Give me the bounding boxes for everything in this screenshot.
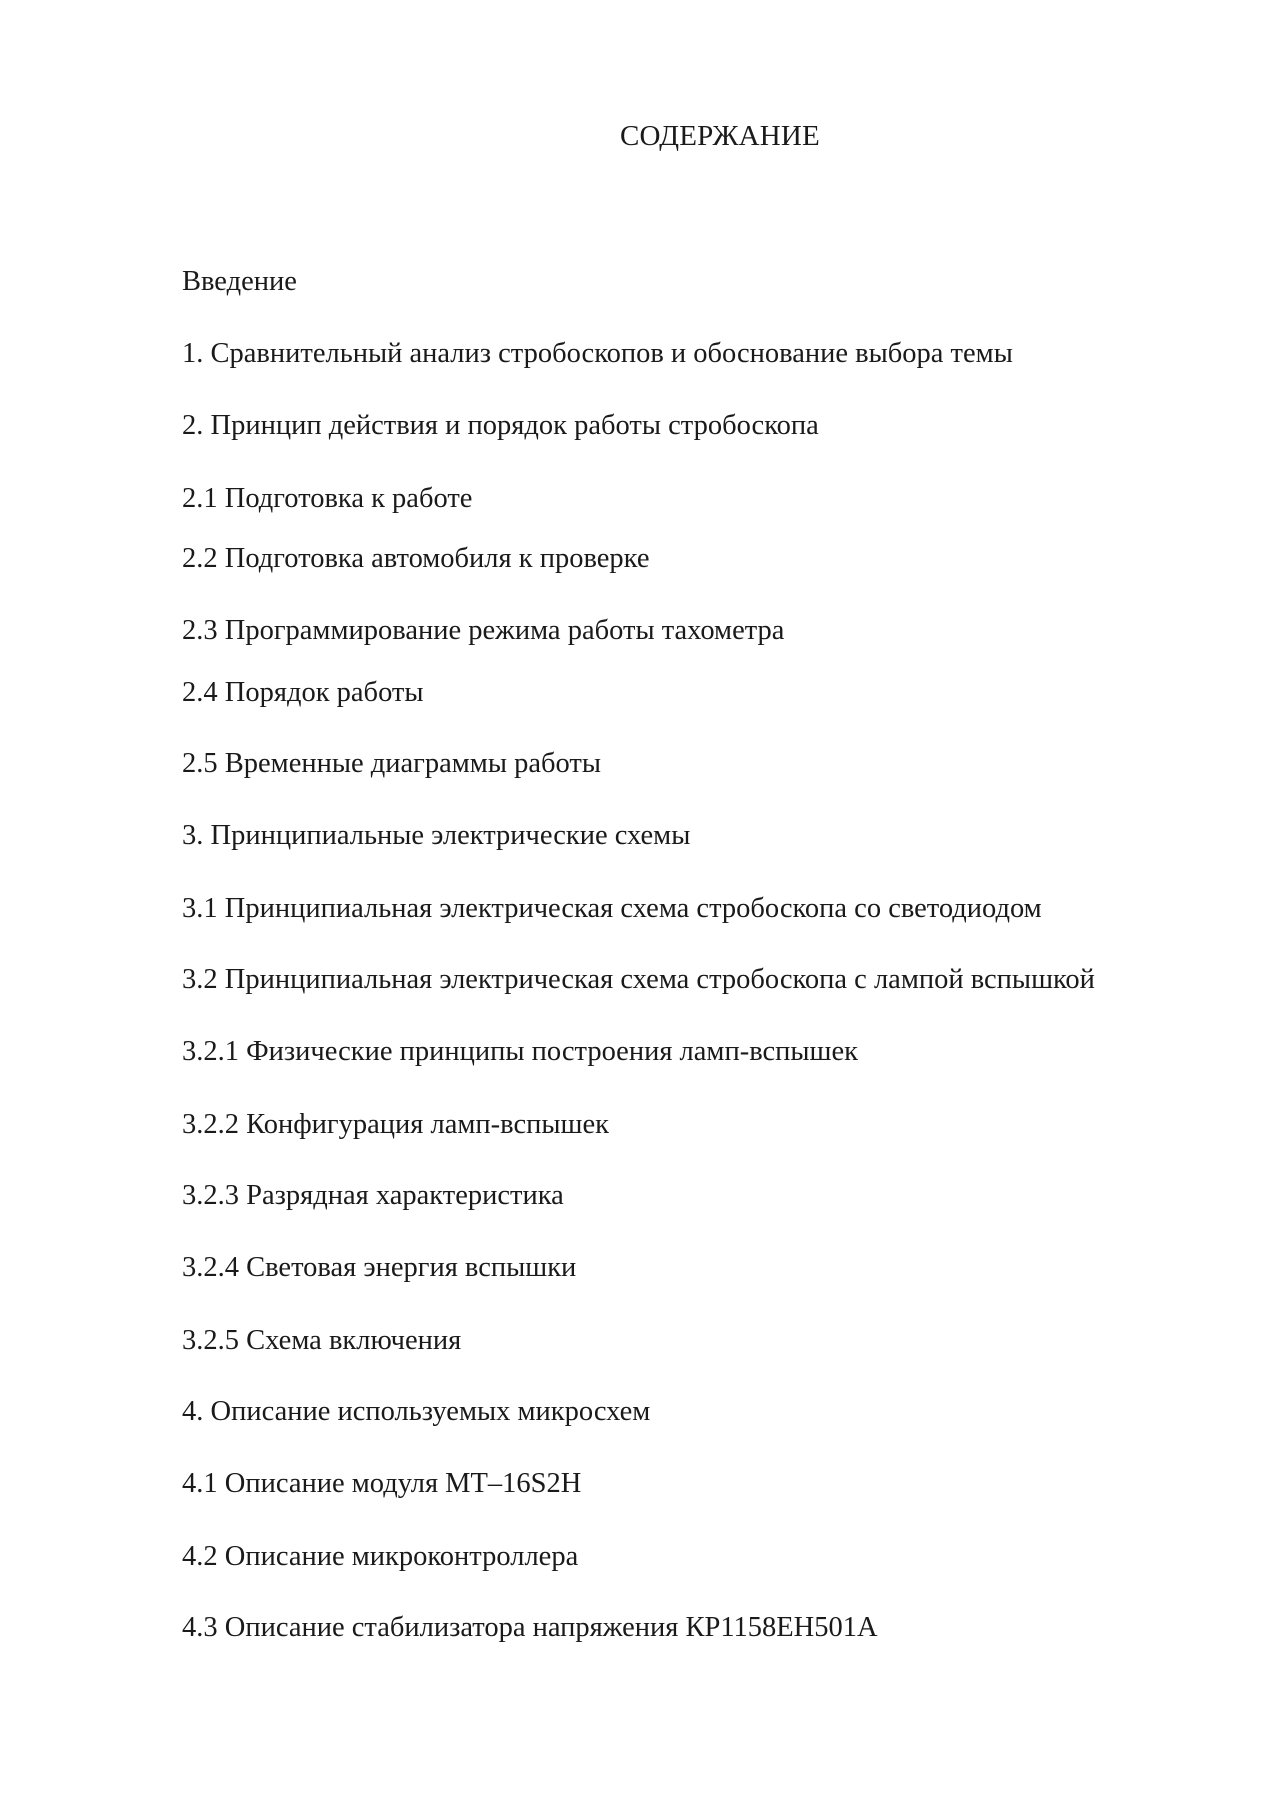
toc-entry: 3.2.3 Разрядная характеристика <box>182 1180 564 1211</box>
toc-entry: 2. Принцип действия и порядок работы стробоскопа <box>182 410 819 441</box>
toc-entry: 3.2.4 Световая энергия вспышки <box>182 1252 577 1283</box>
toc-entry: Введение <box>182 266 297 297</box>
toc-entry: 3. Принципиальные электрические схемы <box>182 820 691 851</box>
page-title: СОДЕРЖАНИЕ <box>620 120 820 152</box>
toc-entry: 3.2.1 Физические принципы построения ламп-вспышек <box>182 1036 858 1067</box>
toc-entry: 4.3 Описание стабилизатора напряжения КР1158ЕН501А <box>182 1612 878 1643</box>
toc-entry: 2.5 Временные диаграммы работы <box>182 748 601 779</box>
toc-entry: 4. Описание используемых микросхем <box>182 1396 651 1427</box>
toc-entry: 3.1 Принципиальная электрическая схема стробоскопа со светодиодом <box>182 893 1042 924</box>
toc-entry: 2.3 Программирование режима работы тахометра <box>182 615 785 646</box>
toc-entry: 3.2 Принципиальная электрическая схема стробоскопа с лампой вспышкой <box>182 964 1095 995</box>
toc-entry: 2.2 Подготовка автомобиля к проверке <box>182 543 650 574</box>
toc-entry: 2.4 Порядок работы <box>182 677 424 708</box>
toc-entry: 2.1 Подготовка к работе <box>182 483 473 514</box>
toc-entry: 3.2.2 Конфигурация ламп-вспышек <box>182 1109 609 1140</box>
toc-entry: 3.2.5 Схема включения <box>182 1325 462 1356</box>
toc-entry: 4.1 Описание модуля МТ–16S2H <box>182 1468 582 1499</box>
toc-entry: 1. Сравнительный анализ стробоскопов и обоснование выбора темы <box>182 338 1013 369</box>
toc-entry: 4.2 Описание микроконтроллера <box>182 1541 579 1572</box>
